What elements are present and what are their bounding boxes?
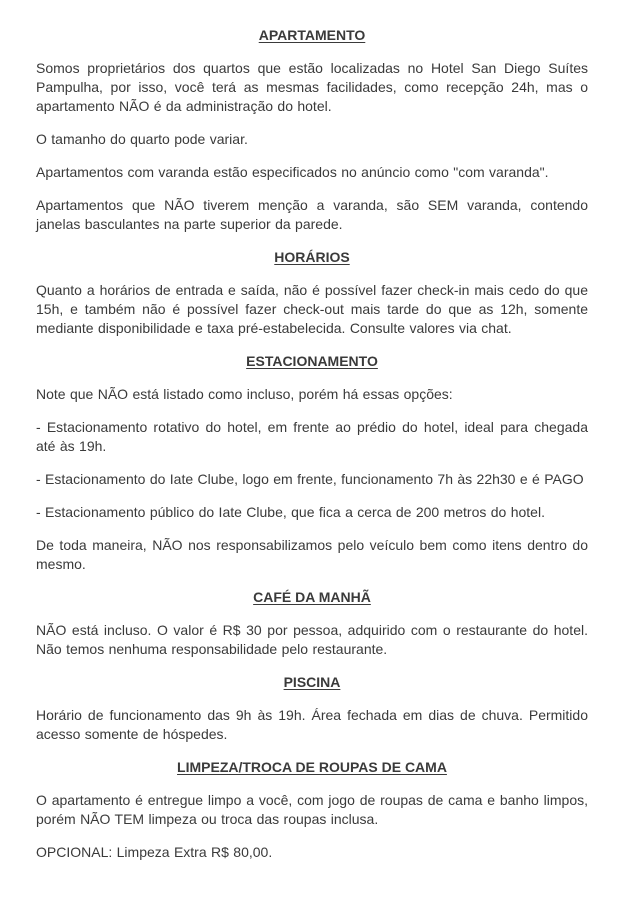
section-limpeza	[36, 758, 588, 862]
section-heading-cafe-da-manha-text: CAFÉ DA MANHÃ	[253, 589, 371, 605]
section-estacionamento	[36, 352, 588, 574]
paragraph-apartamento-ownership: Somos proprietários dos quartos que estão localizadas no Hotel San Diego Suítes Pampulha, por isso, você terá as mesmas facilidades, como recepção 24h, mas o apartamento NÃO é da administração do hotel.	[36, 60, 588, 114]
paragraph-horarios-checkin-checkout: Quanto a horários de entrada e saída, não é possível fazer check-in mais cedo do que 15h, e também não é possível fazer check-out mais tarde do que as 12h, somente mediante disponibilidade e taxa pré-estabelecida. Consulte valores via chat.	[36, 282, 588, 336]
section-heading-apartamento	[36, 26, 588, 45]
paragraph-cafe-da-manha-info: NÃO está incluso. O valor é R$ 30 por pessoa, adquirido com o restaurante do hotel. Não temos nenhuma responsabilidade pelo restaurante.	[36, 622, 588, 657]
paragraph-limpeza-info: O apartamento é entregue limpo a você, com jogo de roupas de cama e banho limpos, porém NÃO TEM limpeza ou troca das roupas inclusa.	[36, 792, 588, 827]
section-heading-cafe-da-manha	[36, 588, 588, 607]
section-heading-estacionamento	[36, 352, 588, 371]
section-apartamento	[36, 26, 588, 234]
section-heading-horarios-text: HORÁRIOS	[274, 249, 350, 265]
section-cafe-da-manha	[36, 588, 588, 659]
section-heading-piscina-text: PISCINA	[283, 674, 341, 690]
paragraph-estacionamento-rotativo: - Estacionamento rotativo do hotel, em frente ao prédio do hotel, ideal para chegada até às 19h.	[36, 419, 588, 454]
paragraph-apartamento-room-size: O tamanho do quarto pode variar.	[36, 131, 248, 147]
section-horarios	[36, 248, 588, 338]
paragraph-limpeza-opcional: OPCIONAL: Limpeza Extra R$ 80,00.	[36, 844, 273, 860]
paragraph-estacionamento-disclaimer: De toda maneira, NÃO nos responsabilizamos pelo veículo bem como itens dentro do mesmo.	[36, 537, 588, 572]
section-heading-limpeza	[36, 758, 588, 777]
section-heading-piscina	[36, 673, 588, 692]
paragraph-estacionamento-intro: Note que NÃO está listado como incluso, porém há essas opções:	[36, 386, 453, 402]
paragraph-apartamento-with-balcony: Apartamentos com varanda estão especificados no anúncio como "com varanda".	[36, 164, 549, 180]
paragraph-estacionamento-publico: - Estacionamento público do Iate Clube, que fica a cerca de 200 metros do hotel.	[36, 504, 545, 520]
section-heading-horarios	[36, 248, 588, 267]
paragraph-estacionamento-iate-clube: - Estacionamento do Iate Clube, logo em frente, funcionamento 7h às 22h30 e é PAGO	[36, 471, 584, 487]
paragraph-piscina-info: Horário de funcionamento das 9h às 19h. Área fechada em dias de chuva. Permitido acesso somente de hóspedes.	[36, 707, 588, 742]
paragraph-apartamento-without-balcony: Apartamentos que NÃO tiverem menção a varanda, são SEM varanda, contendo janelas basculantes na parte superior da parede.	[36, 197, 588, 232]
section-heading-estacionamento-text: ESTACIONAMENTO	[246, 353, 378, 369]
section-heading-apartamento-text: APARTAMENTO	[258, 27, 366, 43]
section-heading-limpeza-text: LIMPEZA/TROCA DE ROUPAS DE CAMA	[177, 759, 447, 775]
section-piscina	[36, 673, 588, 744]
